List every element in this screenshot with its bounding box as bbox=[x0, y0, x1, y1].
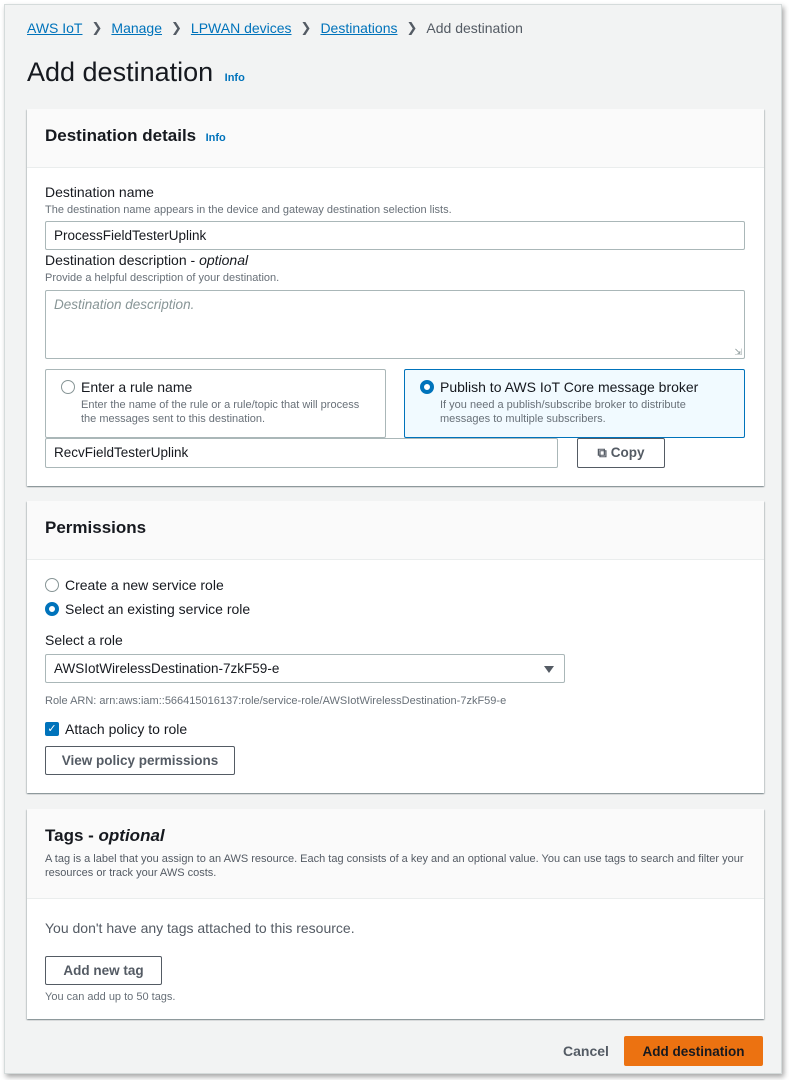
page-title bbox=[27, 57, 245, 88]
copy-button-label: Copy bbox=[610, 445, 645, 460]
destination-description-label-text: Destination description - bbox=[45, 252, 200, 268]
rule-name-option-description: Enter the name of the rule or a rule/topic that will process the messages sent to this destination. bbox=[81, 399, 360, 425]
rule-name-option-tile[interactable] bbox=[45, 369, 386, 438]
tags-empty-message: You don't have any tags attached to this resource. bbox=[45, 920, 355, 936]
tags-limit-text: You can add up to 50 tags. bbox=[45, 991, 176, 1003]
message-broker-option-description: If you need a publish/subscribe broker to distribute messages to multiple subscribers. bbox=[440, 399, 686, 425]
tags-title bbox=[45, 826, 746, 846]
destination-description-label bbox=[45, 252, 248, 268]
tags-description: A tag is a label that you assign to an AWS resource. Each tag consists of a key and an optional value. You can use tags to search and filter your resources or track your AWS costs. bbox=[45, 853, 744, 879]
chevron-right-icon: ❯ bbox=[406, 20, 418, 35]
rule-name-radio[interactable] bbox=[61, 380, 75, 394]
rule-name-option-title: Enter a rule name bbox=[81, 379, 193, 395]
page-info-link[interactable]: Info bbox=[224, 72, 245, 84]
create-new-role-label[interactable]: Create a new service role bbox=[65, 577, 224, 593]
tags-optional-label: optional bbox=[98, 826, 165, 845]
breadcrumb-manage[interactable]: Manage bbox=[111, 20, 162, 36]
destination-details-panel bbox=[27, 109, 764, 486]
copy-button[interactable] bbox=[577, 438, 665, 468]
caret-down-icon bbox=[544, 666, 554, 673]
destination-details-header bbox=[27, 109, 764, 168]
chevron-right-icon: ❯ bbox=[300, 20, 312, 35]
destination-description-help: Provide a helpful description of your destination. bbox=[45, 272, 280, 284]
select-existing-role-label[interactable]: Select an existing service role bbox=[65, 601, 251, 617]
tags-title-text: Tags - bbox=[45, 826, 99, 845]
breadcrumb-aws-iot[interactable]: AWS IoT bbox=[27, 20, 83, 36]
attach-policy-checkbox[interactable]: ✓ bbox=[45, 722, 59, 736]
chevron-right-icon: ❯ bbox=[91, 20, 103, 35]
destination-description-textarea[interactable] bbox=[45, 290, 745, 359]
page-frame bbox=[4, 4, 782, 1074]
create-new-role-radio[interactable] bbox=[45, 578, 59, 592]
breadcrumb bbox=[27, 20, 523, 36]
resize-handle-icon[interactable]: ⇲ bbox=[734, 347, 742, 357]
view-policy-permissions-button[interactable]: View policy permissions bbox=[45, 746, 235, 775]
destination-details-info-link[interactable]: Info bbox=[205, 132, 226, 144]
topic-input[interactable]: RecvFieldTesterUplink bbox=[45, 438, 558, 468]
add-new-tag-button[interactable]: Add new tag bbox=[45, 956, 162, 985]
select-existing-role-radio[interactable] bbox=[45, 602, 59, 616]
destination-name-label: Destination name bbox=[45, 184, 154, 200]
page-title-text: Add destination bbox=[27, 57, 214, 87]
destination-name-description: The destination name appears in the device and gateway destination selection lists. bbox=[45, 204, 452, 216]
add-destination-button[interactable]: Add destination bbox=[624, 1036, 763, 1066]
role-select-value: AWSIotWirelessDestination-7zkF59-e bbox=[54, 661, 280, 676]
destination-description-placeholder: Destination description. bbox=[54, 297, 195, 312]
permissions-title: Permissions bbox=[45, 518, 147, 537]
message-broker-option-tile[interactable] bbox=[404, 369, 745, 438]
tags-panel bbox=[27, 809, 764, 1019]
destination-details-title: Destination details bbox=[45, 126, 197, 145]
breadcrumb-destinations[interactable]: Destinations bbox=[320, 20, 398, 36]
message-broker-radio[interactable] bbox=[420, 380, 434, 394]
copy-icon: ⧉ bbox=[597, 445, 607, 460]
permissions-panel bbox=[27, 501, 764, 793]
destination-name-input[interactable]: ProcessFieldTesterUplink bbox=[45, 221, 745, 250]
breadcrumb-current: Add destination bbox=[426, 20, 523, 36]
chevron-right-icon: ❯ bbox=[171, 20, 182, 35]
optional-label: optional bbox=[199, 252, 249, 268]
tags-header bbox=[27, 809, 764, 899]
role-select[interactable] bbox=[45, 654, 565, 683]
breadcrumb-lpwan-devices[interactable]: LPWAN devices bbox=[190, 20, 292, 36]
attach-policy-label[interactable]: Attach policy to role bbox=[65, 721, 188, 737]
cancel-button[interactable]: Cancel bbox=[563, 1043, 609, 1059]
message-broker-option-title: Publish to AWS IoT Core message broker bbox=[440, 379, 699, 395]
select-role-label: Select a role bbox=[45, 632, 123, 648]
role-arn-text: Role ARN: arn:aws:iam::566415016137:role/service-role/AWSIotWirelessDestination-7zkF59-e bbox=[45, 695, 507, 707]
permissions-header bbox=[27, 501, 764, 560]
